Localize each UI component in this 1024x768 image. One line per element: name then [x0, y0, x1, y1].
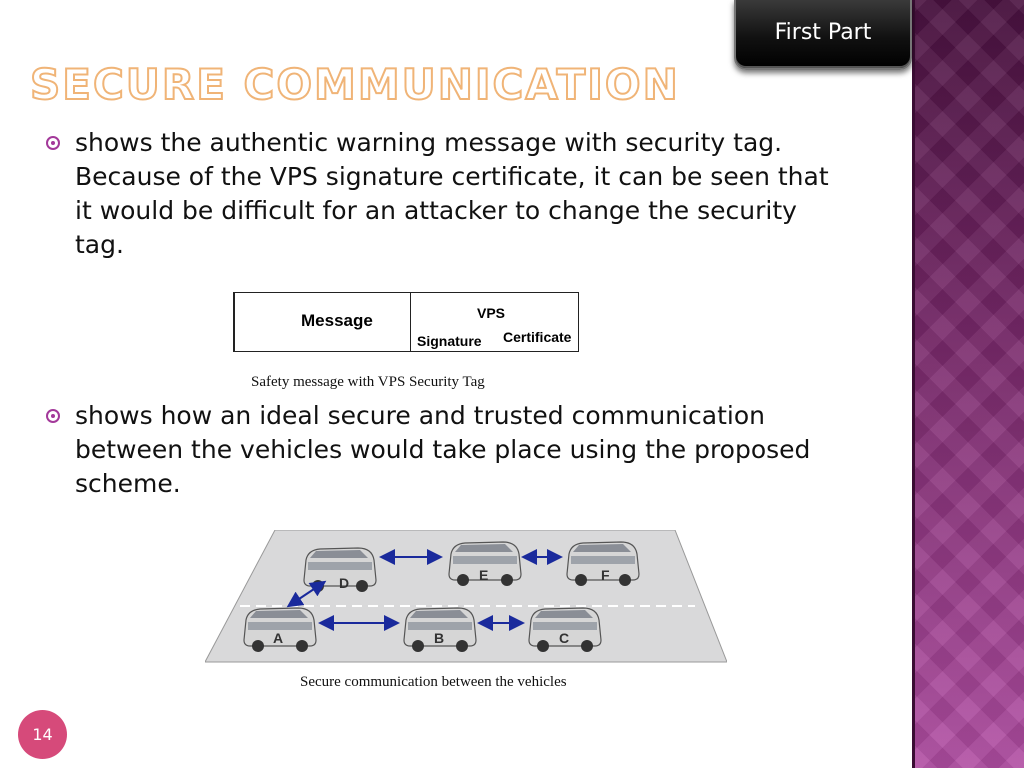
slide-number-badge — [18, 710, 67, 759]
vehicle-diagram-caption: Secure communication between the vehicles — [300, 674, 567, 690]
vehicle-label-d: D — [339, 575, 350, 591]
bullet-text: shows how an ideal secure and trusted communication between the vehicles would take place using the proposed scheme. — [75, 401, 811, 498]
security-tag-caption: Safety message with VPS Security Tag — [251, 374, 485, 390]
vehicle-label-a: A — [273, 630, 284, 646]
table-divider — [410, 293, 411, 351]
message-cell: Message — [301, 311, 373, 330]
slide-number: 14 — [32, 725, 53, 744]
bullet-icon — [46, 409, 60, 423]
vehicle-label-b: B — [434, 630, 445, 646]
signature-label: Signature — [417, 333, 482, 349]
decorative-side-strip — [912, 0, 1024, 768]
vehicle-communication-diagram — [205, 530, 727, 665]
vehicle-label-f: F — [601, 567, 610, 583]
bullet-text: shows the authentic warning message with security tag. Because of the VPS signature certificate, it can be seen that it would be difficult for an attacker to change the security tag. — [75, 128, 829, 259]
slide-title-text: SECURE COMMUNICATION — [30, 60, 680, 109]
certificate-label: Certificate — [503, 329, 572, 345]
slide-title — [30, 60, 680, 109]
vehicle-label-e: E — [479, 567, 489, 583]
section-tab-label: First Part — [774, 20, 872, 45]
security-tag-table — [233, 292, 579, 352]
bullet-icon — [46, 136, 60, 150]
bullet-item-1 — [40, 126, 840, 266]
vehicle-label-c: C — [559, 630, 570, 646]
section-tab — [734, 0, 912, 70]
vps-label: VPS — [477, 305, 506, 321]
bullet-item-2 — [40, 399, 840, 509]
